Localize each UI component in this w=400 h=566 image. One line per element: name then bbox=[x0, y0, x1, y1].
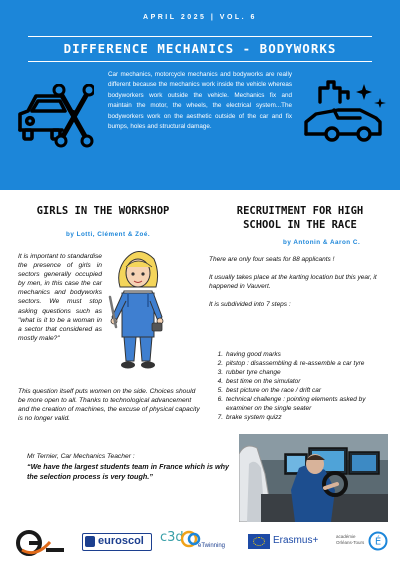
list-item: 5. best picture on the race / drift car bbox=[217, 387, 322, 394]
left-article-text-continued: This question itself puts women on the side. Choices should be more open to all. Thanks to technological advancement and the creation of machines, the excuse of physical capacity is no longer valid. bbox=[18, 388, 200, 423]
quote-attribution: Mr Ternier, Car Mechanics Teacher : bbox=[27, 453, 135, 460]
footer-logos bbox=[0, 526, 400, 566]
left-article-title: GIRLS IN THE WORKSHOP bbox=[36, 205, 170, 217]
euroscol-logo bbox=[82, 533, 152, 551]
female-mechanic-illustration bbox=[104, 247, 172, 371]
right-article-title-line1: RECRUITMENT FOR HIGH bbox=[236, 205, 364, 217]
page-title: DIFFERENCE MECHANICS - BODYWORKS bbox=[63, 41, 337, 56]
school-logo bbox=[16, 530, 66, 556]
euroscol-logo-text: euroscol bbox=[98, 535, 144, 547]
racing-simulator-photo bbox=[239, 434, 388, 522]
right-article-title bbox=[220, 204, 380, 232]
etwinning-logo: eTwinning bbox=[181, 530, 241, 554]
quote-text: “We have the largest students team in France which is why the selection process is very tough.” bbox=[27, 462, 229, 482]
list-item: 2. pitstop : disassembling & re-assemble a car tyre bbox=[217, 360, 365, 367]
intro-paragraph: Car mechanics, motorcycle mechanics and bodyworks are really different because the mechanics work inside the vehicle whereas bodyworkers work outside the vehicle. Mechanics fix and maintain the motor, the wheels, the electrical system...The bodyworkers work on the aesthetic outside of the car and fix bumps, holes and structural damage. bbox=[108, 71, 292, 131]
academie-logo: académie Orléans-Tours É bbox=[336, 529, 392, 557]
list-item: 7. brake system quizz bbox=[217, 414, 282, 421]
header-banner bbox=[0, 0, 400, 190]
car-repair-icon bbox=[16, 84, 94, 148]
steps-list bbox=[212, 350, 388, 422]
header-divider-bottom bbox=[28, 61, 372, 62]
right-article-byline: by Antonin & Aaron C. bbox=[283, 239, 361, 246]
left-article-text: It is important to standardise the presence of girls in sectors generally occupied by men, in this case the car mechanics and bodyworks sectors. We must stop asking questions such as "what is it to be a woman in a sector that considered as mostly male?" bbox=[18, 253, 103, 342]
header-divider-top bbox=[28, 36, 372, 37]
steps-intro: It is subdivided into 7 steps : bbox=[209, 301, 291, 308]
list-item: 6. technical challenge : pointing elements asked by examiner on the single seater bbox=[217, 396, 366, 412]
academie-circle-icon bbox=[368, 531, 388, 551]
seats-text: There are only four seats for 88 applicants ! bbox=[209, 256, 335, 263]
list-item: 3. rubber tyre change bbox=[217, 369, 281, 376]
list-item: 4. best time on the simulator bbox=[217, 378, 301, 385]
svg-text:É: É bbox=[374, 536, 382, 548]
c3d-logo: c3d bbox=[160, 530, 184, 545]
left-article-byline: by Lotti, Clément & Zoé. bbox=[66, 231, 151, 238]
right-article-title-line2: SCHOOL IN THE RACE bbox=[243, 219, 357, 231]
issue-label: APRIL 2025 | VOL. 6 bbox=[143, 14, 257, 21]
eu-flag-icon bbox=[248, 534, 270, 549]
car-bodywork-icon bbox=[304, 80, 390, 142]
erasmus-logo: Erasmus+ bbox=[248, 534, 324, 552]
location-text: It usually takes place at the karting location but this year, it happened in Vauvert. bbox=[209, 274, 377, 291]
list-item: 1. having good marks bbox=[217, 351, 281, 358]
